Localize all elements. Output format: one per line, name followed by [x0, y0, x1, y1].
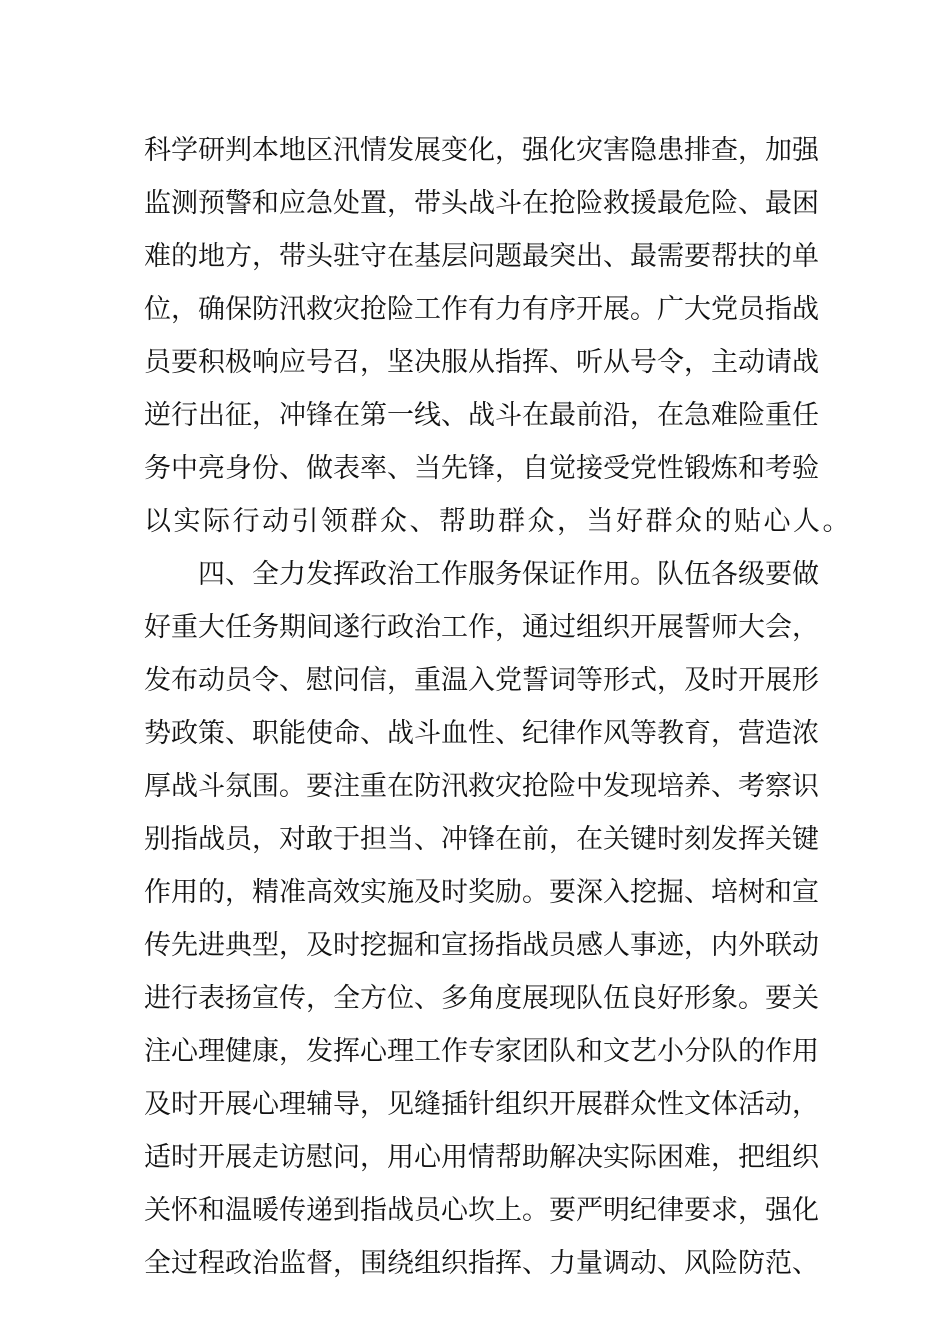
- paragraph-line: 厚战斗氛围。要注重在防汛救灾抢险中发现培养、考察识: [144, 771, 819, 802]
- paragraph-line: 关怀和温暖传递到指战员心坎上。要严明纪律要求，强化: [144, 1195, 819, 1226]
- paragraph-line: 作用的，精准高效实施及时奖励。要深入挖掘、培树和宣: [144, 877, 819, 908]
- paragraph-line: 别指战员，对敢于担当、冲锋在前，在关键时刻发挥关键: [144, 824, 819, 855]
- paragraph-line: 员要积极响应号召，坚决服从指挥、听从号令，主动请战: [144, 347, 819, 378]
- paragraph-line: 适时开展走访慰问，用心用情帮助解决实际困难，把组织: [144, 1142, 819, 1173]
- paragraph-line: 逆行出征，冲锋在第一线、战斗在最前沿，在急难险重任: [144, 400, 819, 431]
- paragraph-line: 科学研判本地区汛情发展变化，强化灾害隐患排查，加强: [144, 135, 819, 166]
- paragraph-line: 位，确保防汛救灾抢险工作有力有序开展。广大党员指战: [144, 294, 819, 325]
- paragraph-line: 发布动员令、慰问信，重温入党誓词等形式，及时开展形: [144, 665, 819, 696]
- paragraph-line: 注心理健康，发挥心理工作专家团队和文艺小分队的作用: [144, 1036, 819, 1067]
- paragraph-line: 务中亮身份、做表率、当先锋，自觉接受党性锻炼和考验: [144, 453, 819, 484]
- paragraph-line: 势政策、职能使命、战斗血性、纪律作风等教育，营造浓: [144, 718, 819, 749]
- paragraph-line: 进行表扬宣传，全方位、多角度展现队伍良好形象。要关: [144, 983, 819, 1014]
- paragraph-line: 好重大任务期间遂行政治工作，通过组织开展誓师大会，: [144, 612, 819, 643]
- paragraph-line: 难的地方，带头驻守在基层问题最突出、最需要帮扶的单: [144, 241, 819, 272]
- paragraph-line: 监测预警和应急处置，带头战斗在抢险救援最危险、最困: [144, 188, 819, 219]
- paragraph-line: 以实际行动引领群众、帮助群众，当好群众的贴心人。: [144, 506, 852, 537]
- paragraph-line: 及时开展心理辅导，见缝插针组织开展群众性文体活动，: [144, 1089, 819, 1120]
- paragraph-line: 传先进典型，及时挖掘和宣扬指战员感人事迹，内外联动: [144, 930, 819, 961]
- section-heading-line: 四、全力发挥政治工作服务保证作用。队伍各级要做: [198, 559, 819, 590]
- paragraph-line: 全过程政治监督，围绕组织指挥、力量调动、风险防范、: [144, 1248, 819, 1279]
